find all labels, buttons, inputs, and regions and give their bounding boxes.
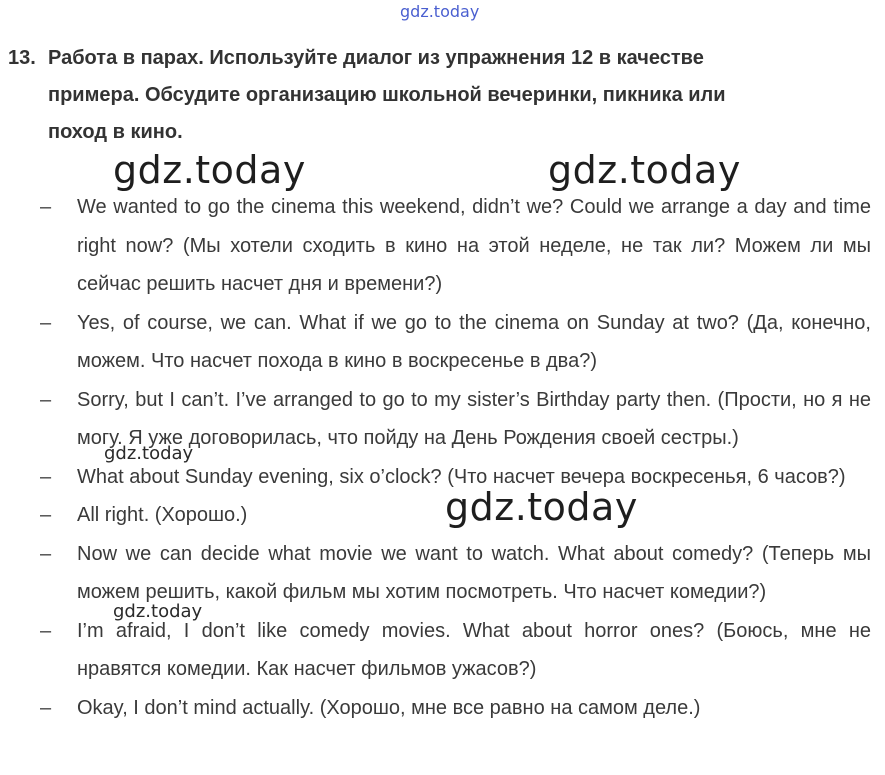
- task-line-1: [8, 40, 868, 77]
- dialog-line: [0, 535, 885, 612]
- watermark-small-2: gdz.today: [113, 601, 203, 622]
- dialog-dash: –: [40, 196, 52, 218]
- dialog-dash: –: [40, 696, 52, 719]
- dialog-text: Now we can decide what movie we want to watch. What about comedy? (Теперь мы можем решить, какой фильм мы хотим посмотреть. Что насчет комедии?): [77, 542, 871, 603]
- task-text-1: Работа в парах. Используйте диалог из упражнения 12 в качестве: [48, 47, 704, 69]
- dialog-line: [0, 496, 885, 535]
- task-line-2: примера. Обсудите организацию школьной вечеринки, пикника или: [48, 84, 726, 106]
- dialog-dash: –: [40, 465, 52, 488]
- dialog-dash: –: [40, 619, 52, 642]
- dialog-text: All right. (Хорошо.): [77, 504, 248, 526]
- watermark-top: gdz.today: [400, 2, 480, 21]
- dialog-line: [0, 188, 885, 304]
- dialog-dash: –: [40, 388, 52, 411]
- dialog-dash: –: [40, 542, 52, 565]
- dialog-text: Sorry, but I can’t. I’ve arranged to go to my sister’s Birthday party then. (Прости, но я не могу. Я уже договорилась, что пойду на День Рождения своей сестры.): [77, 388, 871, 449]
- dialog-text: Okay, I don’t mind actually. (Хорошо, мне все равно на самом деле.): [77, 696, 701, 719]
- dialog-line: [0, 304, 885, 381]
- dialog-text: What about Sunday evening, six o’clock? (Что насчет вечера воскресенья, 6 часов?): [77, 465, 846, 488]
- watermark-large-1: gdz.today: [113, 148, 306, 192]
- watermark-large-2: gdz.today: [548, 148, 741, 192]
- task-heading: [8, 40, 868, 151]
- dialog-text: We wanted to go the cinema this weekend, didn’t we? Could we arrange a day and time right now? (Мы хотели сходить в кино на этой неделе, не так ли? Можем ли мы сейчас решить насчет дня и времени?): [77, 196, 871, 295]
- task-line-3: поход в кино.: [48, 121, 183, 143]
- dialog-line: [0, 689, 885, 728]
- dialog-line: [0, 612, 885, 689]
- watermark-large-3: gdz.today: [445, 485, 638, 529]
- watermark-small-1: gdz.today: [104, 443, 194, 464]
- dialog-dash: –: [40, 311, 52, 334]
- dialog-dash: –: [40, 504, 52, 526]
- task-number: 13.: [8, 47, 36, 69]
- dialog-text: Yes, of course, we can. What if we go to the cinema on Sunday at two? (Да, конечно, можем. Что насчет похода в кино в воскресенье в два?): [77, 311, 871, 372]
- dialog-text: I’m afraid, I don’t like comedy movies. What about horror ones? (Боюсь, мне не нравятся комедии. Как насчет фильмов ужасов?): [77, 619, 871, 680]
